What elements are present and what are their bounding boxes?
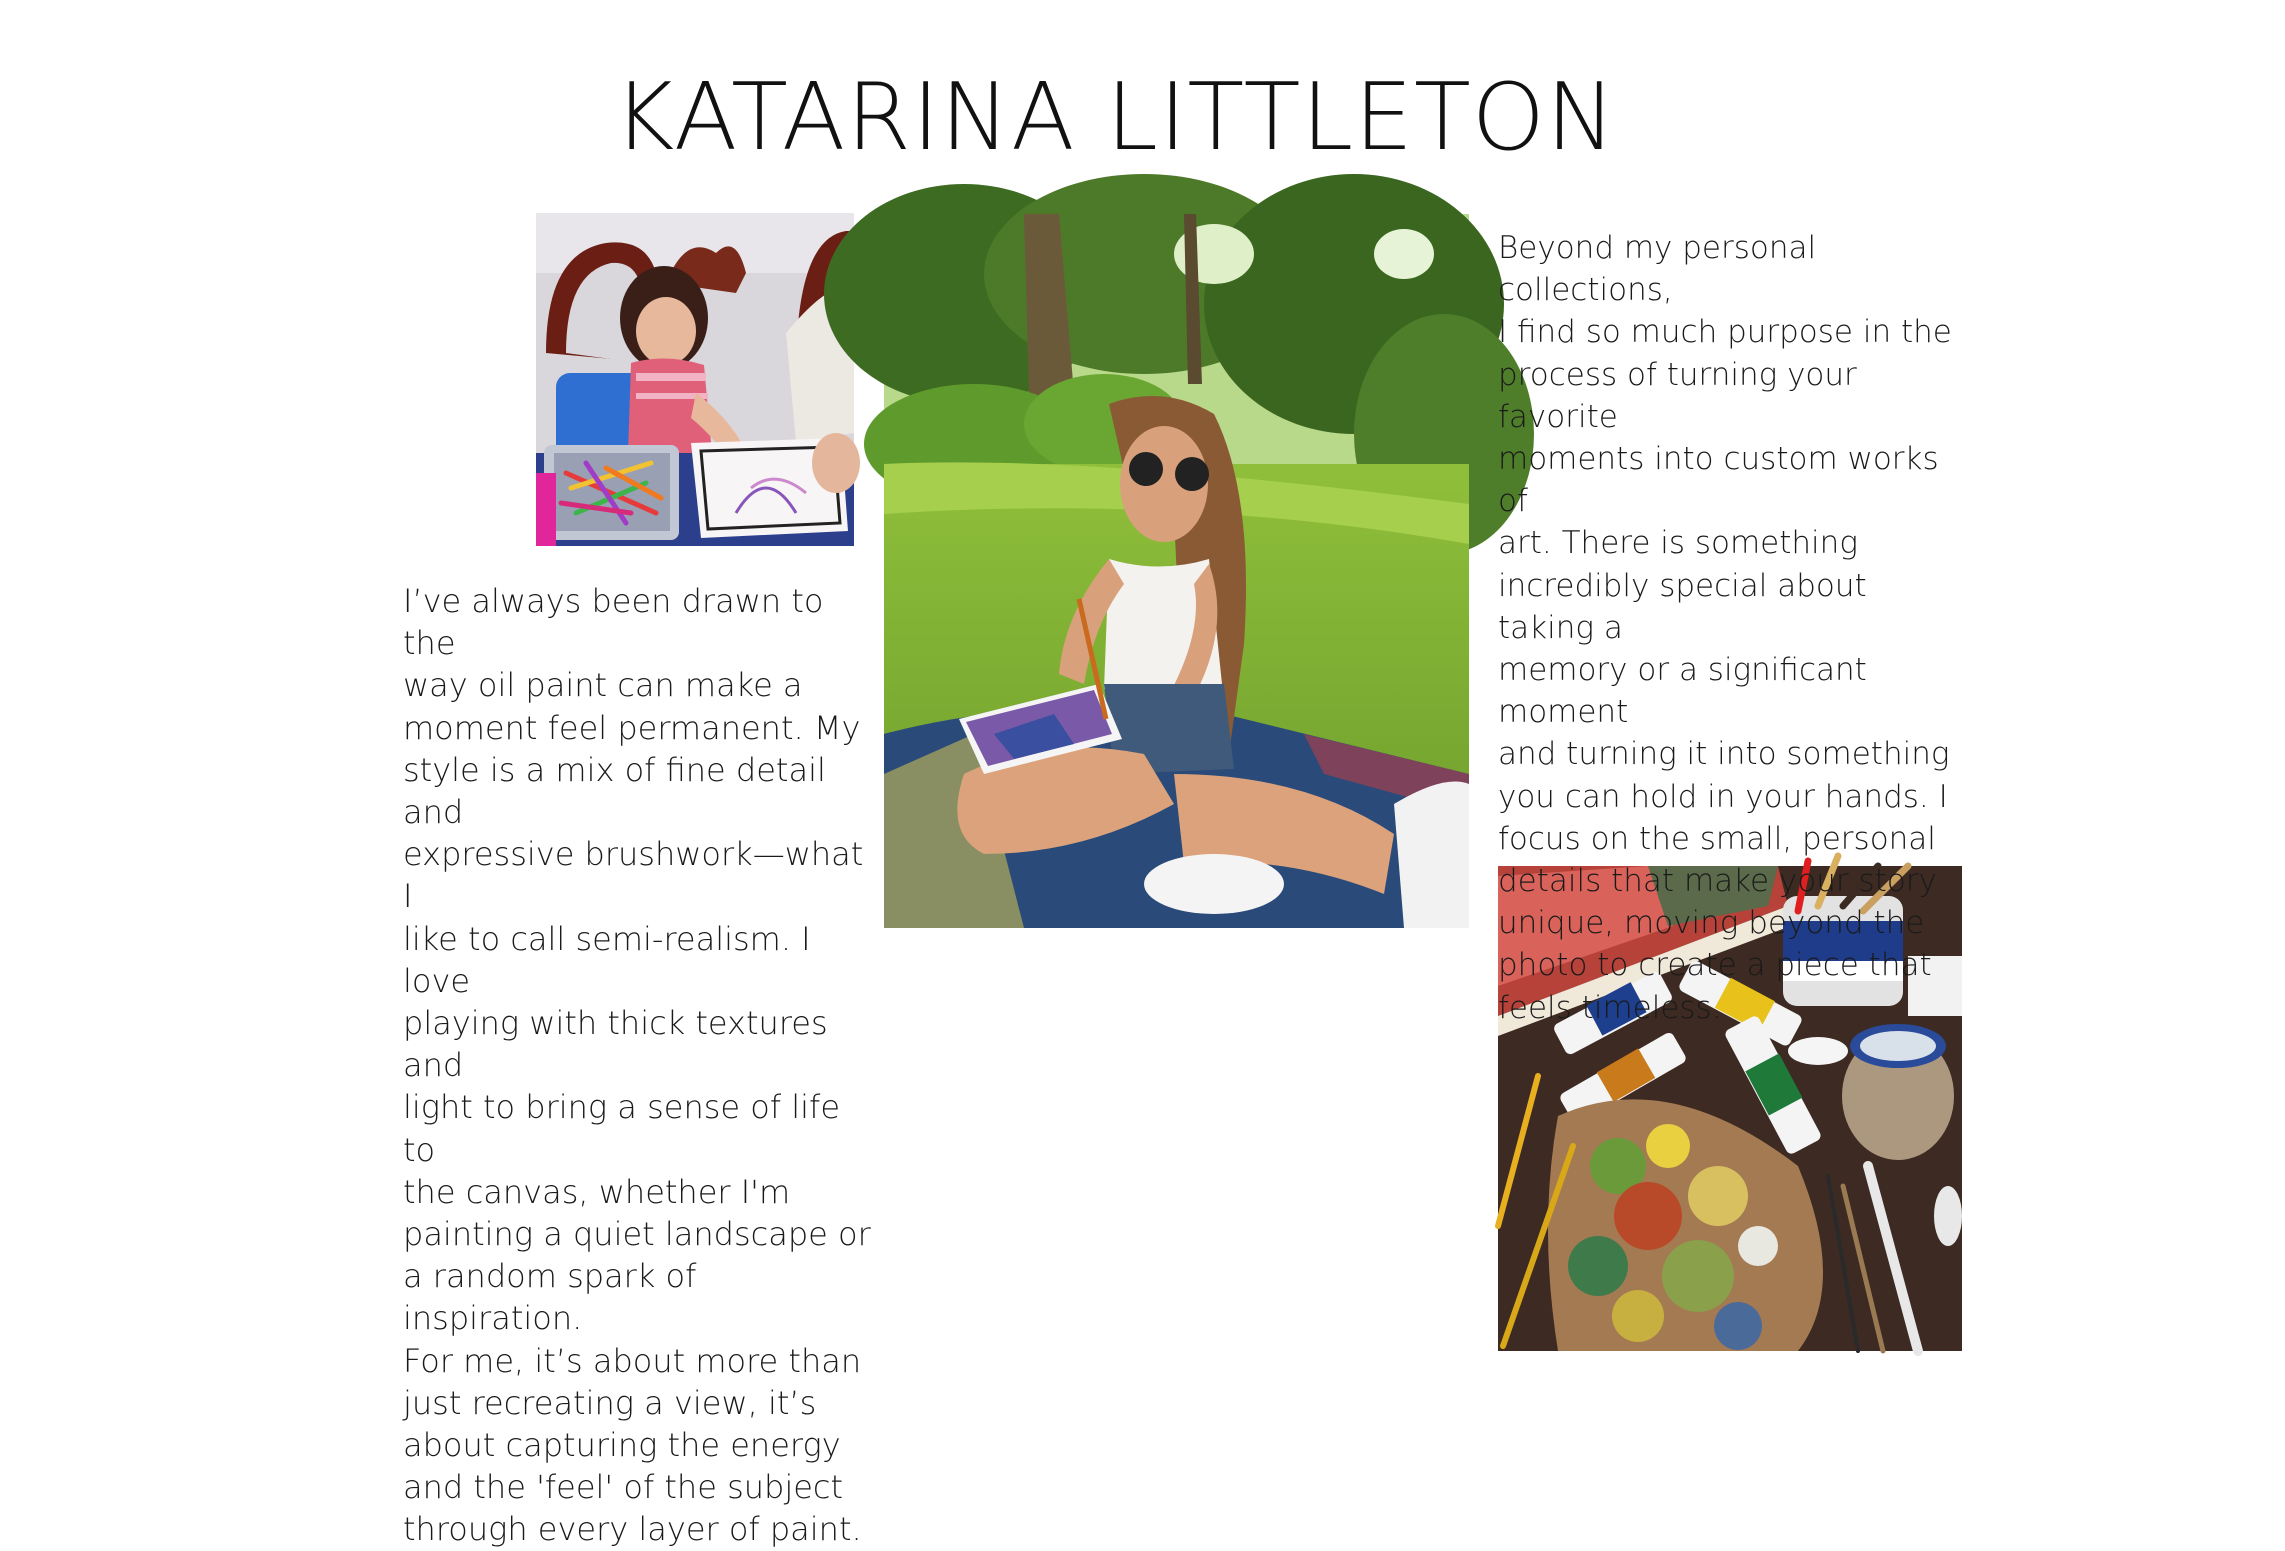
page-title: KATARINA LITTLETON — [613, 63, 1617, 171]
painter-outdoors-image — [884, 214, 1469, 928]
child-coloring-image — [536, 213, 854, 546]
painter-outdoors-photo — [884, 214, 1469, 928]
bio-paragraph-commissions: Beyond my personal collections, I find so much purpose in the process of turning your favorite moments into custom works of art. There is something incredibly special about taking a memory or a significant moment and turning it into something you can hold in your hands. I focus on the small, personal details that make your story unique, moving beyond the photo to create a piece that feels timeless. — [1498, 230, 1952, 1026]
child-coloring-photo — [536, 213, 854, 546]
bio-paragraph-style: I’ve always been drawn to the way oil paint can make a moment feel permanent. My style is a mix of fine detail and expressive brushwork—what I like to call semi-realism. I love playing with thick textures and light to bring a sense of life to the canvas, whether I'm painting a quiet landscape or a random spark of inspiration. For me, it’s about more than just recreating a view, it’s about capturing the energy and the 'feel' of the subject through every layer of paint. — [403, 582, 871, 1549]
